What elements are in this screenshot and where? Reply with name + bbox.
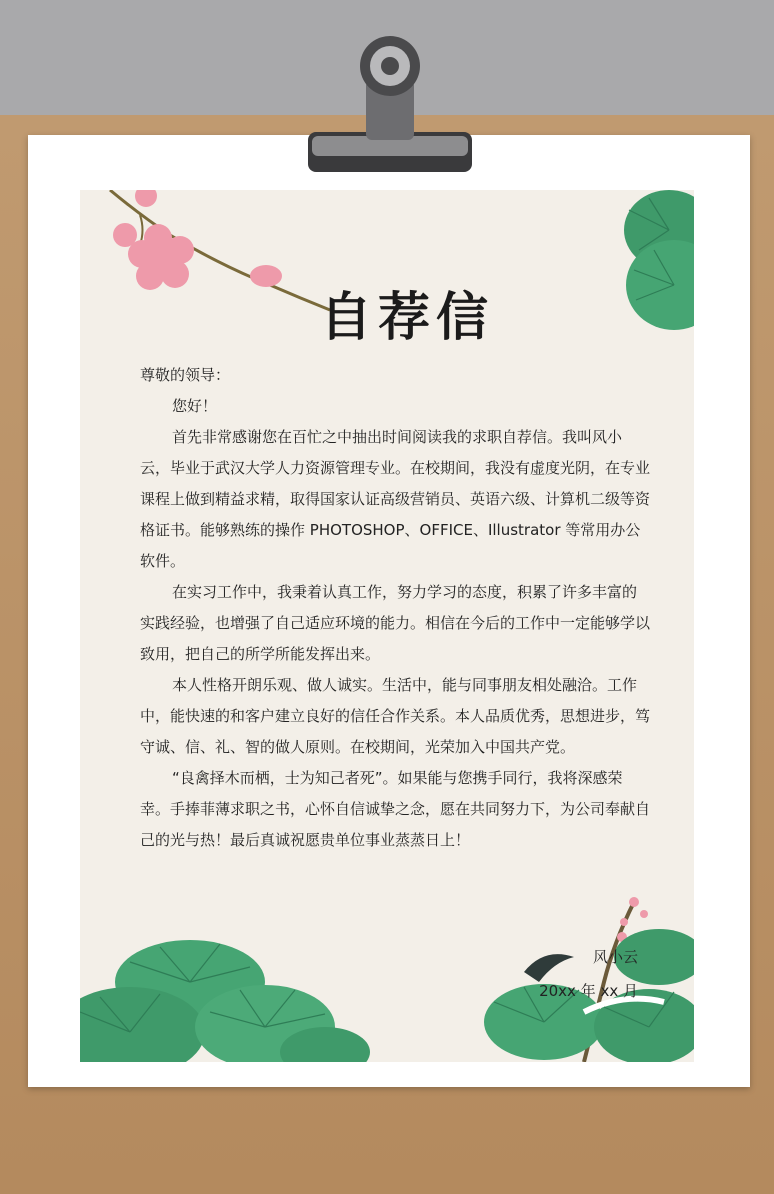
- paragraph: 首先非常感谢您在百忙之中抽出时间阅读我的求职自荐信。我叫风小云，毕业于武汉大学人力资源管理专业。在校期间，我没有虚度光阴，在专业课程上做到精益求精，取得国家认证高级营销员、英语六级、计算机二级等资格证书。能够熟练的操作 PHOTOSHOP、OFFICE、Illustrator 等常用办公软件。: [140, 428, 651, 570]
- binder-clip-icon: [300, 22, 480, 180]
- pine-tree-icon: [80, 922, 370, 1062]
- letter-title: 自荐信: [319, 287, 494, 348]
- paragraph: 在实习工作中，我秉着认真工作，努力学习的态度，积累了许多丰富的实践经验，也增强了自己适应环境的能力。相信在今后的工作中一定能够学以致用，把自己的所学所能发挥出来。: [140, 583, 651, 663]
- letter-body: [140, 360, 650, 856]
- greeting: 您好！: [172, 397, 218, 415]
- paragraph: 本人性格开朗乐观、做人诚实。生活中，能与同事朋友相处融洽。工作中，能快速的和客户建立良好的信任合作关系。本人品质优秀，思想进步，笃守诚、信、礼、智的做人原则。在校期间，光荣加入中国共产党。: [140, 676, 651, 756]
- signature-block: [539, 940, 638, 1008]
- date: 20xx 年 xx 月: [539, 982, 638, 1000]
- salutation: 尊敬的领导：: [140, 366, 231, 384]
- paragraph: “良禽择木而栖，士为知己者死”。如果能与您携手同行，我将深感荣幸。手捧菲薄求职之书，心怀自信诚挚之念，愿在共同努力下，为公司奉献自己的光与热！最后真诚祝愿贵单位事业蒸蒸日上！: [140, 769, 651, 849]
- signature: 风小云: [592, 948, 638, 966]
